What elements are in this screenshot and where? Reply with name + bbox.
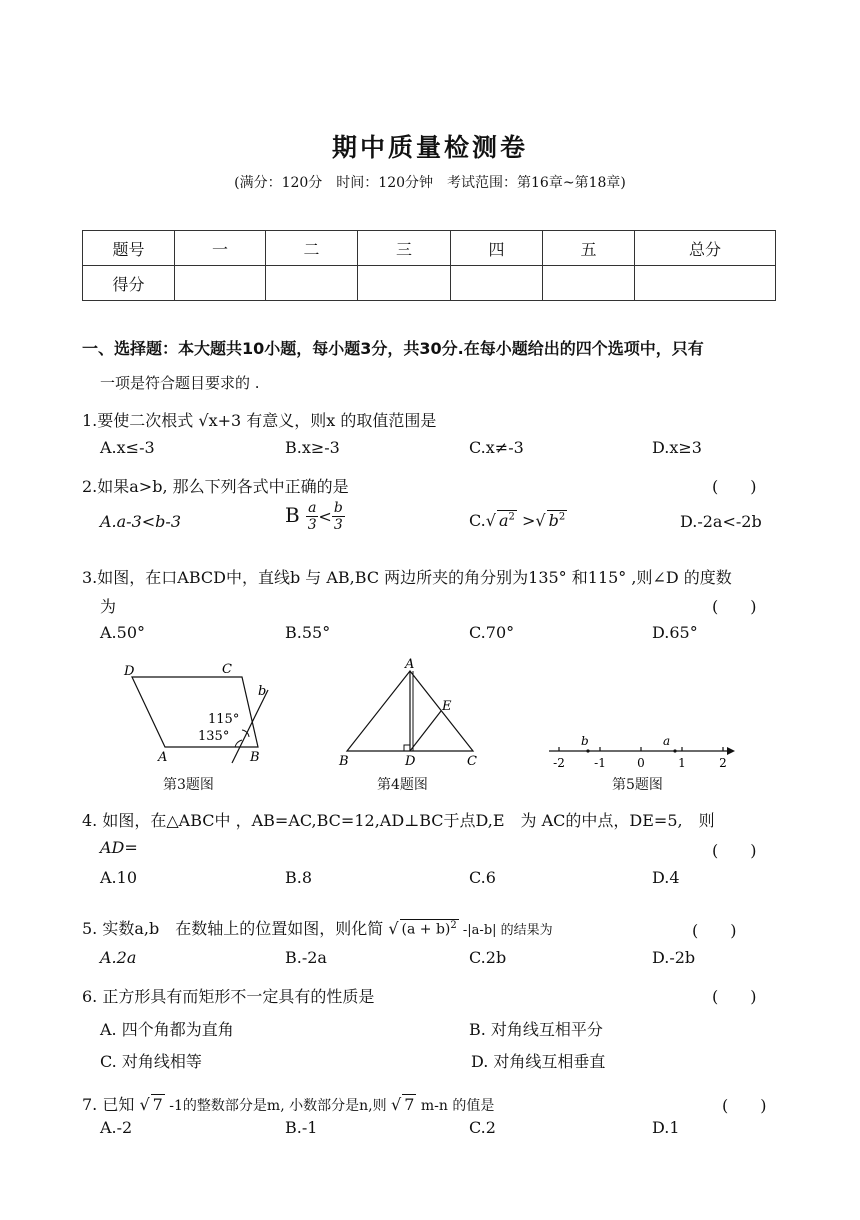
answer-blank[interactable]: ( ) (692, 921, 737, 940)
option-b[interactable]: B $\frac{a}{3}$ < $\frac{b}{3}$ (285, 500, 343, 533)
figure-5-number-line (545, 725, 740, 771)
exam-info: (满分：120分 时间：120分钟 考试范围：第16章~第18章) (234, 175, 626, 191)
svg-text:D: D (405, 754, 416, 769)
page-title: 期中质量检测卷 (331, 133, 528, 162)
figure-5-caption: 第5题图 (612, 777, 663, 793)
score-table (82, 230, 776, 301)
point-label-a: a (663, 734, 671, 748)
score-cell[interactable] (635, 266, 776, 301)
score-cell[interactable] (266, 266, 358, 301)
option-c[interactable]: C.6 (469, 868, 496, 887)
tick-label: 2 (719, 756, 727, 770)
segment-de (410, 711, 441, 751)
option-b[interactable]: B.x≥-3 (285, 438, 340, 457)
score-cell[interactable] (175, 266, 266, 301)
point-label-b: b (581, 734, 589, 748)
option-c[interactable]: C.70° (469, 623, 515, 642)
option-a[interactable]: A.x≤-3 (100, 438, 155, 457)
score-row (83, 266, 776, 301)
figure-3-caption: 第3题图 (163, 777, 214, 793)
option-a[interactable]: A.50° (100, 623, 145, 642)
option-b[interactable]: B. 对角线互相平分 (469, 1020, 603, 1039)
axis-arrow (727, 747, 735, 755)
figure-4-triangle (335, 655, 485, 770)
question-6-stem: 6. 正方形具有而矩形不一定具有的性质是 (82, 987, 375, 1006)
tick-label: -1 (594, 756, 606, 770)
header-cell: 三 (358, 231, 451, 266)
question-4-stem: 4. 如图，在△ABC中 ，AB=AC,BC=12,AD⊥BC于点D,E 为 AC的中点，DE=5, 则 (82, 811, 715, 830)
option-a[interactable]: A. 四个角都为直角 (100, 1020, 234, 1039)
option-b[interactable]: B.55° (285, 623, 331, 642)
line-label: b (258, 684, 267, 699)
fraction: $\frac{b}{3}$ (333, 500, 343, 533)
section-heading-cont: 一项是符合题目要求的 . (100, 374, 260, 392)
tick-label: 1 (678, 756, 686, 770)
score-header-row (83, 231, 776, 266)
fraction: $\frac{a}{3}$ (307, 500, 317, 533)
option-a[interactable]: A.10 (100, 868, 137, 887)
option-c[interactable]: C.2b (469, 948, 507, 967)
option-c[interactable]: C.√ $a^2$ >√ $b^2$ (469, 511, 566, 530)
option-d[interactable]: D.-2b (652, 948, 696, 967)
answer-blank[interactable]: ( ) (712, 841, 757, 860)
svg-text:C: C (467, 754, 477, 769)
score-cell[interactable] (543, 266, 635, 301)
option-d[interactable]: D.-2a<-2b (680, 512, 762, 531)
figure-4-caption: 第4题图 (377, 777, 428, 793)
question-3-stem-cont: 为 (100, 597, 117, 616)
figure-3-parallelogram (110, 655, 290, 770)
header-cell: 题号 (83, 231, 175, 266)
angle-label: 115° (208, 712, 240, 727)
option-d[interactable]: D.x≥3 (652, 438, 702, 457)
header-cell: 二 (266, 231, 358, 266)
svg-text:B: B (339, 754, 349, 769)
header-cell: 五 (543, 231, 635, 266)
question-1-stem: 1.要使二次根式 √x+3 有意义，则x 的取值范围是 (82, 411, 437, 430)
question-2-stem: 2.如果a>b, 那么下列各式中正确的是 (82, 477, 349, 496)
angle-label: 135° (198, 729, 230, 744)
question-7-stem: 7. 已知 √ 7 -1的整数部分是m, 小数部分是n,则 √ 7 m-n 的值是 (82, 1095, 495, 1114)
answer-blank[interactable]: ( ) (712, 597, 757, 616)
header-cell: 四 (451, 231, 543, 266)
question-4-stem-cont: AD= (100, 838, 138, 857)
header-cell: 总分 (635, 231, 776, 266)
score-cell[interactable] (451, 266, 543, 301)
tick-label: -2 (553, 756, 565, 770)
option-d[interactable]: D.4 (652, 868, 680, 887)
option-c[interactable]: C.2 (469, 1118, 496, 1137)
option-b[interactable]: B.-1 (285, 1118, 318, 1137)
header-cell: 一 (175, 231, 266, 266)
option-c[interactable]: C. 对角线相等 (100, 1052, 202, 1071)
point-a (673, 749, 676, 752)
answer-blank[interactable]: ( ) (712, 477, 757, 496)
point-b (586, 749, 589, 752)
vertex-label: C (222, 662, 232, 677)
option-d[interactable]: D. 对角线互相垂直 (471, 1052, 606, 1071)
answer-blank[interactable]: ( ) (712, 987, 757, 1006)
svg-text:A: A (405, 657, 415, 672)
tick-label: 0 (637, 756, 645, 770)
row-label: 得分 (83, 266, 175, 301)
option-a[interactable]: A.-2 (100, 1118, 133, 1137)
option-a[interactable]: A.a-3<b-3 (100, 512, 181, 531)
question-3-stem: 3.如图，在口ABCD中，直线b 与 AB,BC 两边所夹的角分别为135° 和115° ,则∠D 的度数 (82, 568, 732, 587)
score-cell[interactable] (358, 266, 451, 301)
answer-blank[interactable]: ( ) (722, 1096, 767, 1115)
section-heading: 一、选择题：本大题共10小题，每小题3分，共30分.在每小题给出的四个选项中，只有 (82, 339, 704, 358)
vertex-label: D (124, 664, 135, 679)
option-a[interactable]: A.2a (100, 948, 137, 967)
option-d[interactable]: D.65° (652, 623, 698, 642)
question-5-stem: 5. 实数a,b 在数轴上的位置如图，则化简 √ $(a + b)^2$ -|a-b| 的结果为 (82, 919, 553, 938)
svg-text:E: E (442, 699, 452, 714)
right-angle-mark (404, 745, 410, 751)
option-d[interactable]: D.1 (652, 1118, 680, 1137)
option-b[interactable]: B.8 (285, 868, 313, 887)
option-c[interactable]: C.x≠-3 (469, 438, 524, 457)
vertex-label: B (250, 750, 260, 765)
option-b[interactable]: B.-2a (285, 948, 327, 967)
vertex-label: A (158, 750, 168, 765)
